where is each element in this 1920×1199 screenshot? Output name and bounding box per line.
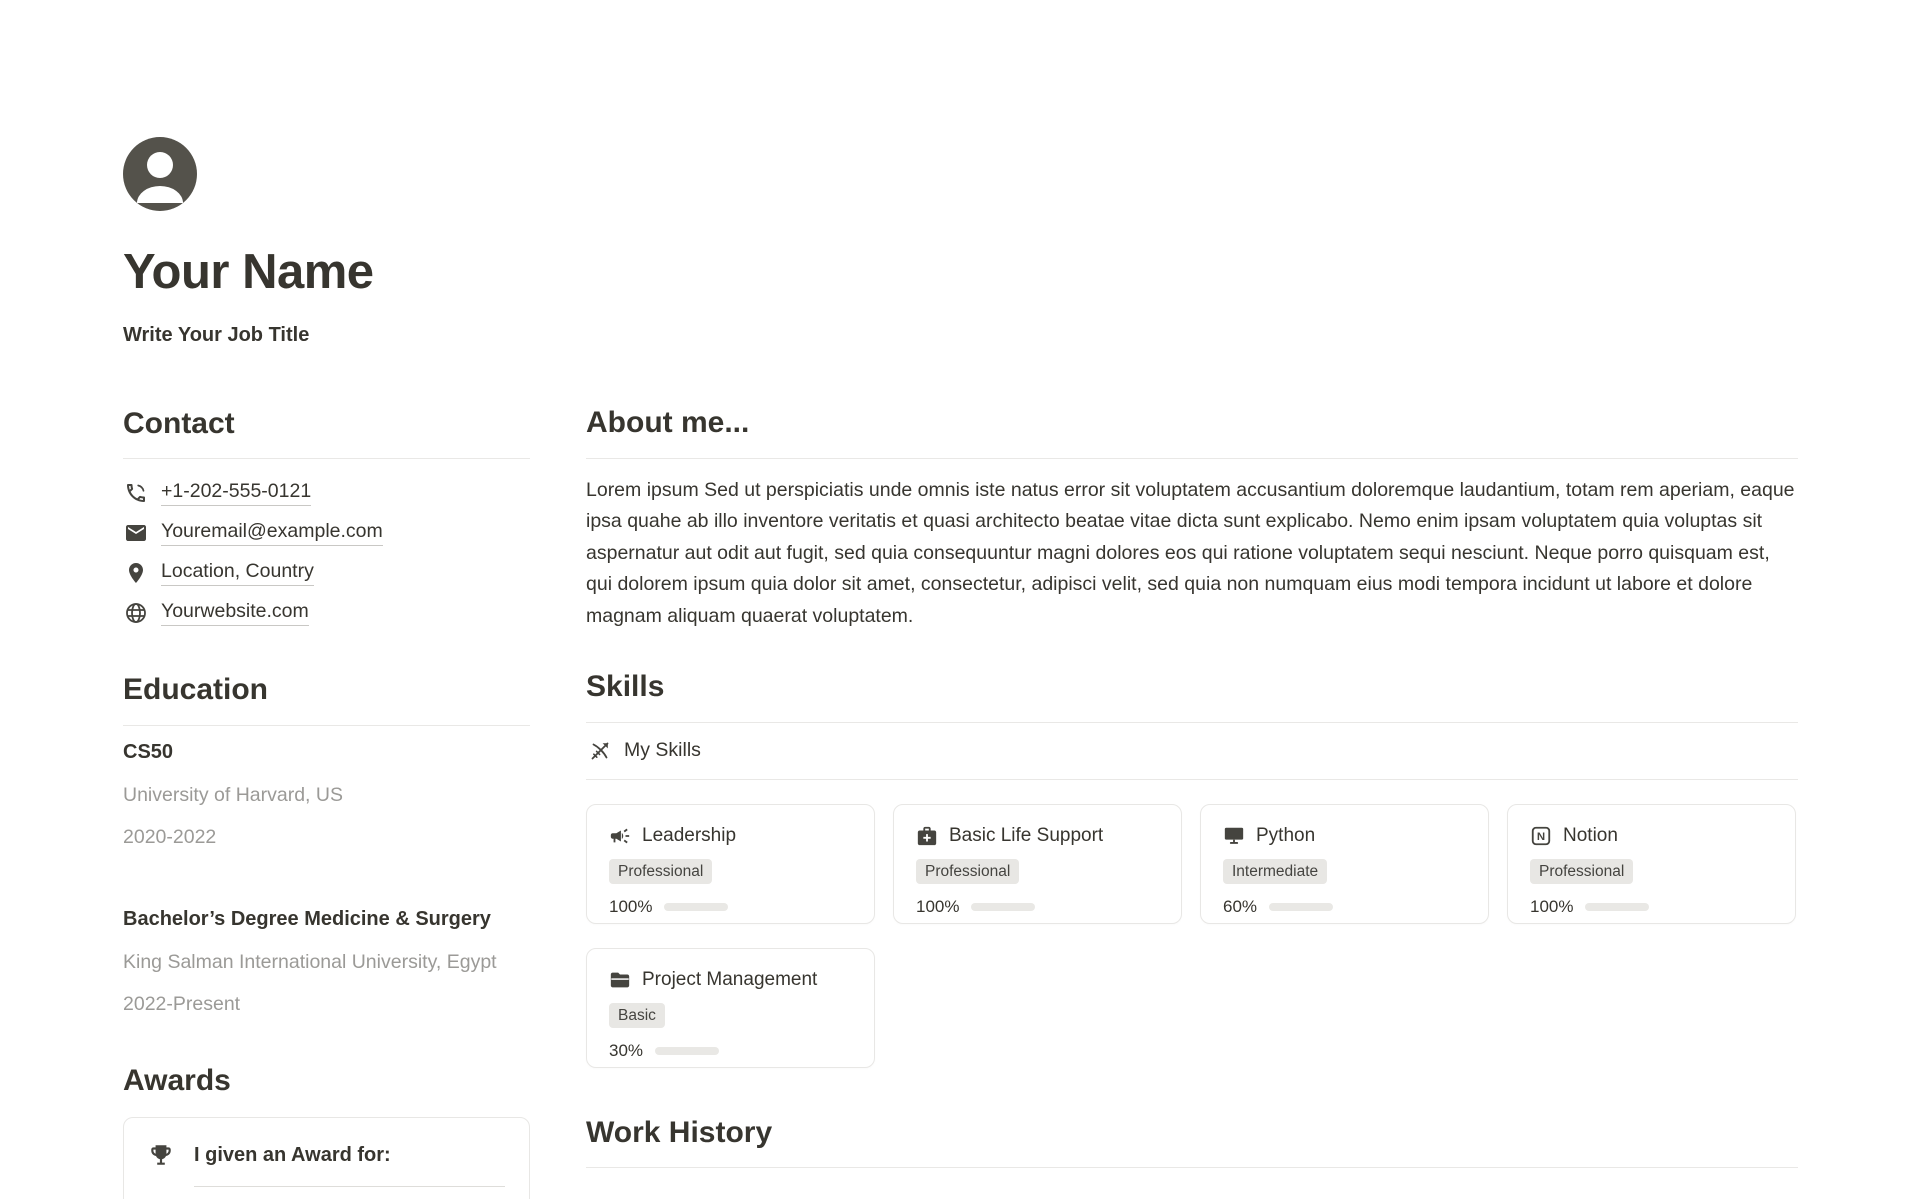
skill-name: Python: [1256, 824, 1316, 846]
education-title: Bachelor’s Degree Medicine & Surgery: [123, 907, 491, 930]
skill-percent: 30%: [609, 1041, 644, 1060]
skills-heading: Skills: [586, 670, 665, 703]
skill-name: Leadership: [642, 824, 737, 846]
contact-row-phone: [123, 473, 530, 513]
contact-heading: Contact: [123, 406, 235, 440]
skill-progress-bar: [1269, 903, 1333, 911]
work-history-heading: Work History: [586, 1115, 773, 1149]
my-skills-group[interactable]: [586, 723, 1798, 780]
contact-row-email: [123, 513, 530, 553]
skill-percent: 100%: [609, 897, 653, 916]
job-title: Write Your Job Title: [123, 323, 310, 346]
globe-icon: [123, 600, 149, 626]
svg-text:N: N: [1536, 830, 1546, 843]
email-icon: [123, 520, 149, 546]
website-link[interactable]: Yourwebsite.com: [161, 600, 309, 626]
skill-percent: 100%: [1530, 897, 1574, 916]
education-dates: 2020-2022: [123, 825, 217, 848]
skill-card-python[interactable]: [1200, 804, 1489, 924]
education-entry: [123, 907, 530, 1016]
contact-row-location: [123, 553, 530, 593]
skill-level-badge: Professional: [1530, 859, 1633, 885]
education-heading: Education: [123, 673, 269, 707]
skill-name: Project Management: [642, 968, 818, 990]
awards-heading: Awards: [123, 1063, 231, 1097]
about-heading: About me...: [586, 406, 750, 439]
skill-progress-bar: [664, 903, 728, 911]
location-link[interactable]: Location, Country: [161, 560, 314, 586]
award-card[interactable]: [123, 1117, 530, 1199]
page-title: Your Name: [123, 245, 374, 299]
skill-card-basic-life-support[interactable]: [893, 804, 1182, 924]
person-icon: [123, 137, 197, 211]
skill-progress-bar: [655, 1047, 719, 1055]
divider: [586, 458, 1798, 459]
phone-icon: [123, 480, 149, 506]
skill-level-badge: Professional: [916, 859, 1019, 885]
bow-arrow-icon: [588, 739, 612, 763]
skill-card-notion[interactable]: [1507, 804, 1796, 924]
contact-list: [123, 473, 530, 633]
education-dates: 2022-Present: [123, 992, 241, 1015]
skill-percent: 60%: [1223, 897, 1258, 916]
skill-progress-bar: [971, 903, 1035, 911]
skill-level-badge: Basic: [609, 1003, 665, 1029]
trophy-icon: [148, 1142, 174, 1168]
folder-icon: [609, 969, 631, 991]
skill-name: Notion: [1563, 824, 1618, 846]
skill-card-leadership[interactable]: [586, 804, 875, 924]
about-paragraph: Lorem ipsum Sed ut perspiciatis unde omnis iste natus error sit voluptatem accusantium doloremque laudantium, totam rem aperiam, eaque ipsa quahe ab illo inventore veritatis et quasi architecto beatae vitae dicta sunt explicabo. Nemo enim ipsam voluptatem quia voluptas sit aspernatur aut odit aut fugit, sed quia consequuntur magni dolores eos qui ratione voluptatem sequi nesciunt. Neque porro quisquam est, qui dolorem ipsum quia dolor sit amet, consectetur, adipisci velit, sed quia non numquam eius modi tempora incidunt ut labore et dolore magnam aliquam quaerat voluptatem.: [586, 478, 1795, 627]
contact-row-website: [123, 593, 530, 633]
email-link[interactable]: Youremail@example.com: [161, 520, 383, 546]
skill-name: Basic Life Support: [949, 824, 1104, 846]
divider: [586, 1167, 1798, 1168]
megaphone-icon: [609, 825, 631, 847]
right-column: [586, 404, 1798, 1168]
education-title: CS50: [123, 740, 174, 763]
avatar: [123, 137, 197, 211]
notion-icon: [1530, 825, 1552, 847]
left-column: [123, 137, 530, 1199]
phone-link[interactable]: +1-202-555-0121: [161, 480, 311, 506]
desktop-icon: [1223, 825, 1245, 847]
education-school: King Salman International University, Egypt: [123, 950, 497, 973]
skill-level-badge: Intermediate: [1223, 859, 1327, 885]
divider: [123, 458, 530, 459]
education-school: University of Harvard, US: [123, 783, 343, 806]
medical-bag-icon: [916, 825, 938, 847]
skill-cards: [586, 804, 1798, 1068]
award-title: I given an Award for:: [194, 1143, 391, 1166]
skill-percent: 100%: [916, 897, 960, 916]
location-icon: [123, 560, 149, 586]
skill-card-project-management[interactable]: [586, 948, 875, 1068]
skill-progress-bar: [1585, 903, 1649, 911]
my-skills-label: My Skills: [624, 739, 701, 761]
skill-level-badge: Professional: [609, 859, 712, 885]
divider: [123, 725, 530, 726]
award-input-line: [194, 1186, 505, 1187]
education-entry: [123, 740, 530, 849]
